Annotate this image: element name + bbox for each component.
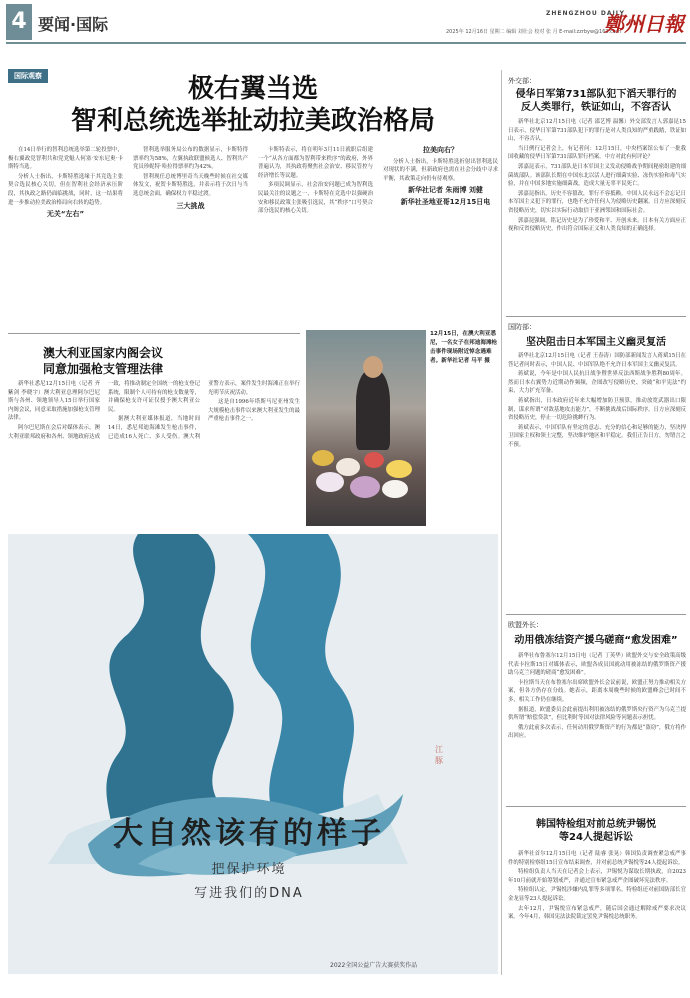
article-paragraph: 郭嘉昆指出，历史不容篡改，罪行不容抵赖。中国人民永远不会忘记日本军国主义犯下的罪行，也绝不允许任何人为侵略历史翻案。日方应深刻反省侵略历史，切实以实际行动取信于亚洲邻国和国际社会。 (508, 190, 686, 214)
article-paragraph: 当日例行记者会上，有记者问：12月15日，中央档案馆公布了一批我国收藏的侵华日军第731部队罪行档案。中方对此有何评论？ (508, 145, 686, 161)
australia-paragraph: 阿尔巴尼斯在会后对媒体表示，澳大利亚联邦政府和各州、领地政府达成一致，将推动制定全国统一的枪支登记系统，限制个人可持有的枪支数量等，并确保枪支许可证仅授予澳大利亚公民。 (8, 381, 200, 440)
article-paragraph: 新华社北京12月15日电（记者 王春涛）国防部新闻发言人蒋斌15日在答记者问时表示，中国人民、中国军队绝不允许日本军国主义幽灵复活。 (508, 353, 686, 368)
public-service-ad (8, 534, 498, 974)
paper-logo: 鄭州日報 (604, 12, 684, 36)
article-title (506, 818, 686, 844)
article-paragraph: 新华社首尔12月15日电（记者 陆睿 张晃）韩国负责调查紧急戒严事件的特别检察组15日宣布结束调查，并对前总统尹锡悦等24人提起诉讼。 (508, 851, 686, 866)
ad-subtitle-line2: 写进我们的DNA (194, 886, 304, 901)
lead-subhead: 拉美向右？ (423, 146, 458, 154)
lead-paragraph: 智利现任总统博里奇当天晚些时候在社交媒体发文，祝贺卡斯特胜选，并表示将于次日与当选总统会面，确保权力平稳过渡。 (133, 173, 248, 197)
article-body (508, 118, 686, 312)
ad-signature: 江豚 (435, 745, 443, 765)
divider (506, 806, 686, 807)
article-kicker: 国防部： (508, 323, 536, 331)
article-paragraph: 蒋斌表示，中国军队有坚定的意志、充分的信心和足够的能力，坚决捍卫国家主权和领土完整，坚决维护地区和平稳定。我们正告日方，勿谓言之不预。 (508, 424, 686, 448)
australia-title-line1: 澳大利亚国家内阁会议 (42, 346, 163, 360)
lead-paragraph: 卡斯特表示，将在明年3月11日就职后组建一个“从各方面都为智利带来秩序”的政府，外界普遍认为，其执政将聚焦社会治安、移民管控与经济增长等议题。 (258, 147, 373, 179)
masthead (6, 4, 686, 44)
article-title (506, 634, 686, 647)
section-tag: 国际观察 (8, 69, 48, 83)
lead-subhead: 三大挑战 (176, 201, 205, 210)
lead-title-line2: 智利总统选举扯动拉美政治格局 (70, 106, 435, 136)
lead-paragraph: 在14日举行的智利总统选举第二轮投票中，极右翼政党智利共和党党魁人何塞·安东尼奥·卡斯特当选。 (8, 147, 123, 171)
article-title (506, 336, 686, 349)
article-paragraph: 特检组认定，尹锡悦涉嫌内乱罪等多项罪名。特检组还对前国防部长官金龙显等23人提起诉讼。 (508, 887, 686, 902)
lead-author: 新华社记者 朱雨博 刘健 (408, 186, 483, 195)
paper-name-english: ZHENGZHOU DAILY (546, 10, 625, 17)
article-kicker: 欧盟外长： (508, 621, 543, 629)
article-paragraph: 新华社布鲁塞尔12月15日电（记者 丁英华）欧盟外交与安全政策高级代表卡拉斯15日对媒体表示，欧盟各成员国就动用被冻结的俄罗斯资产援助乌克兰问题的磋商“愈发困难”。 (508, 653, 686, 677)
divider (8, 333, 300, 334)
article-title (506, 88, 686, 114)
australia-title-line2: 同意加强枪支管理法律 (42, 362, 163, 376)
column-divider (501, 70, 502, 975)
lead-paragraph: 分析人士指出，卡斯特胜选缘于其竞选主张契合选民核心关切，但在智利社会经济承压阶段，其执政之路仍面临挑战，同时，这一结果将进一步推动拉美政治格局向右转的趋势。 (8, 173, 123, 206)
divider (506, 614, 686, 615)
ad-credit: 2022全国公益广告大赛获奖作品 (330, 962, 418, 969)
lead-paragraph: 多项民调显示，社会治安问题已成为智利选民最关注的议题之一，卡斯特在竞选中以强硬治安和移民政策主张吸引选民，其“秩序”口号契合部分选民的核心关切。 (258, 182, 373, 215)
australia-article-body (8, 380, 300, 528)
lead-subhead: 无关“左右” (46, 210, 85, 219)
lead-source: 新华社圣地亚哥12月15日电 (400, 197, 491, 206)
divider (506, 316, 686, 317)
article-title-line2: 等24人提起诉讼 (559, 832, 633, 843)
article-kicker: 外交部： (508, 77, 536, 85)
page-number: 4 (6, 4, 32, 40)
article-paragraph: 特检组负责人当天在记者会上表示，尹锡悦为谋取长期执政，自2023年10月前就开始筹划戒严，并通过宣布紧急戒严企图破坏宪法秩序。 (508, 869, 686, 884)
lead-article-body (8, 146, 498, 326)
article-title-line1: 动用俄冻结资产援乌磋商“愈发困难” (514, 635, 678, 646)
australia-paragraph: 据澳大利亚媒体报道，当地时间14日，悉尼邦迪海滩发生枪击事件，已造成16人死亡、多人受伤。澳大利亚警方表示，案件发生时海滩正在举行光明节庆祝活动。 (108, 381, 300, 440)
memorial-photo (306, 330, 426, 526)
article-paragraph: 俄方此前多次表示，任何动用俄罗斯资产的行为都是“盗窃”，俄方将作出回应。 (508, 724, 686, 740)
article-paragraph: 卡拉斯当天在布鲁塞尔出席欧盟外长会议前说，欧盟正努力推动相关方案，但各方仍存在分歧。她表示，距离本周晚些时候的欧盟峰会已时间不多，相关工作仍在继续。 (508, 679, 686, 703)
australia-paragraph: 新华社悉尼12月15日电（记者 齐紫剑 李晓宇）澳大利亚总理阿尔巴尼斯与各州、领地领导人15日举行国家内阁会议，同意采取措施加强枪支管理法律。 (8, 381, 100, 422)
lead-title-line1: 极右翼当选 (187, 74, 318, 104)
photo-caption: 12月15日，在澳大利亚悉尼，一名女子在邦迪海滩枪击事件现场附近悼念遇难者。新华社记者 马平 摄 (430, 331, 498, 364)
article-body (508, 850, 686, 976)
australia-paragraph: 这是自1996年塔斯马尼亚州发生大规模枪击事件以来澳大利亚发生的最严重枪击事件之一。 (208, 399, 300, 423)
article-title-line1: 韩国特检组对前总统尹锡悦 (536, 819, 656, 830)
article-paragraph: 新华社北京12月15日电（记者 邵艺博 温馨）外交部发言人郭嘉昆15日表示，侵华日军第731部队犯下的罪行是对人类良知的严重践踏，铁证如山，不容否认。 (508, 119, 686, 143)
lead-paragraph: 分析人士指出，卡斯特胜选折射出智利选民对现状的不满，但新政府也需在社会分歧中寻求平衡，其政策走向仍有待观察。 (383, 158, 498, 182)
article-paragraph: 蒋斌说，今年是中国人民抗日战争暨世界反法西斯战争胜利80周年。然而日本右翼势力近期动作频频，企图改写侵略历史、突破“和平宪法”约束，大力扩充军备。 (508, 371, 686, 395)
article-body (508, 652, 686, 800)
article-title-line1: 侵华日军第731部队犯下滔天罪行的 (515, 89, 677, 100)
article-paragraph: 去年12月，尹锡悦宣布紧急戒严，随后国会通过解除戒严要求决议案。今年4月，韩国宪法法院裁定罢免尹锡悦总统职务。 (508, 905, 686, 921)
lead-paragraph: 智利选举服务局公布的数据显示，卡斯特得票率约为58%，左翼执政联盟候选人、智利共产党员珍妮特·哈拉得票率约为42%。 (133, 147, 248, 171)
ad-subtitle-line1: 把保护环境 (211, 862, 287, 877)
article-paragraph: 蒋斌指出，日本政府近年来大幅增加防卫预算，推动放宽武器出口限制，谋求所谓“对敌基地攻击能力”，不断挑战战后国际秩序。日方应深刻反省侵略历史，停止一切危险挑衅行为。 (508, 397, 686, 422)
article-paragraph: 郭嘉昆表示，731部队是日本军国主义发动侵略战争期间秘密组建的细菌战部队。该部队长期在中国东北以活人进行细菌实验、冻伤实验和毒气实验，并在中国多地实施细菌战，造成大量无辜平民死亡。 (508, 163, 686, 188)
section-title: 要闻·国际 (38, 15, 109, 34)
article-paragraph: 据报道，欧盟委员会此前提出利用被冻结的俄罗斯央行资产为乌克兰提供所谓“赔偿贷款”，但比利时等国对法律风险等问题表示担忧。 (508, 706, 686, 722)
ad-title: 大自然该有的样子 (113, 816, 385, 851)
article-paragraph: 郭嘉昆强调，铭记历史是为了珍爱和平、开创未来。日本有关方面应正视和反省侵略历史，作出符合国际正义和人类良知的正确选择。 (508, 217, 686, 233)
article-title-line2: 反人类罪行，铁证如山，不容否认 (521, 102, 671, 113)
paper-info-line: 2025年 12月16日 星期二 编辑 刘壮会 校对 张 月 E-mail:zzrbyw@163.com (446, 29, 621, 35)
article-body (508, 352, 686, 608)
article-title-line1: 坚决阻击日本军国主义幽灵复活 (526, 337, 666, 348)
